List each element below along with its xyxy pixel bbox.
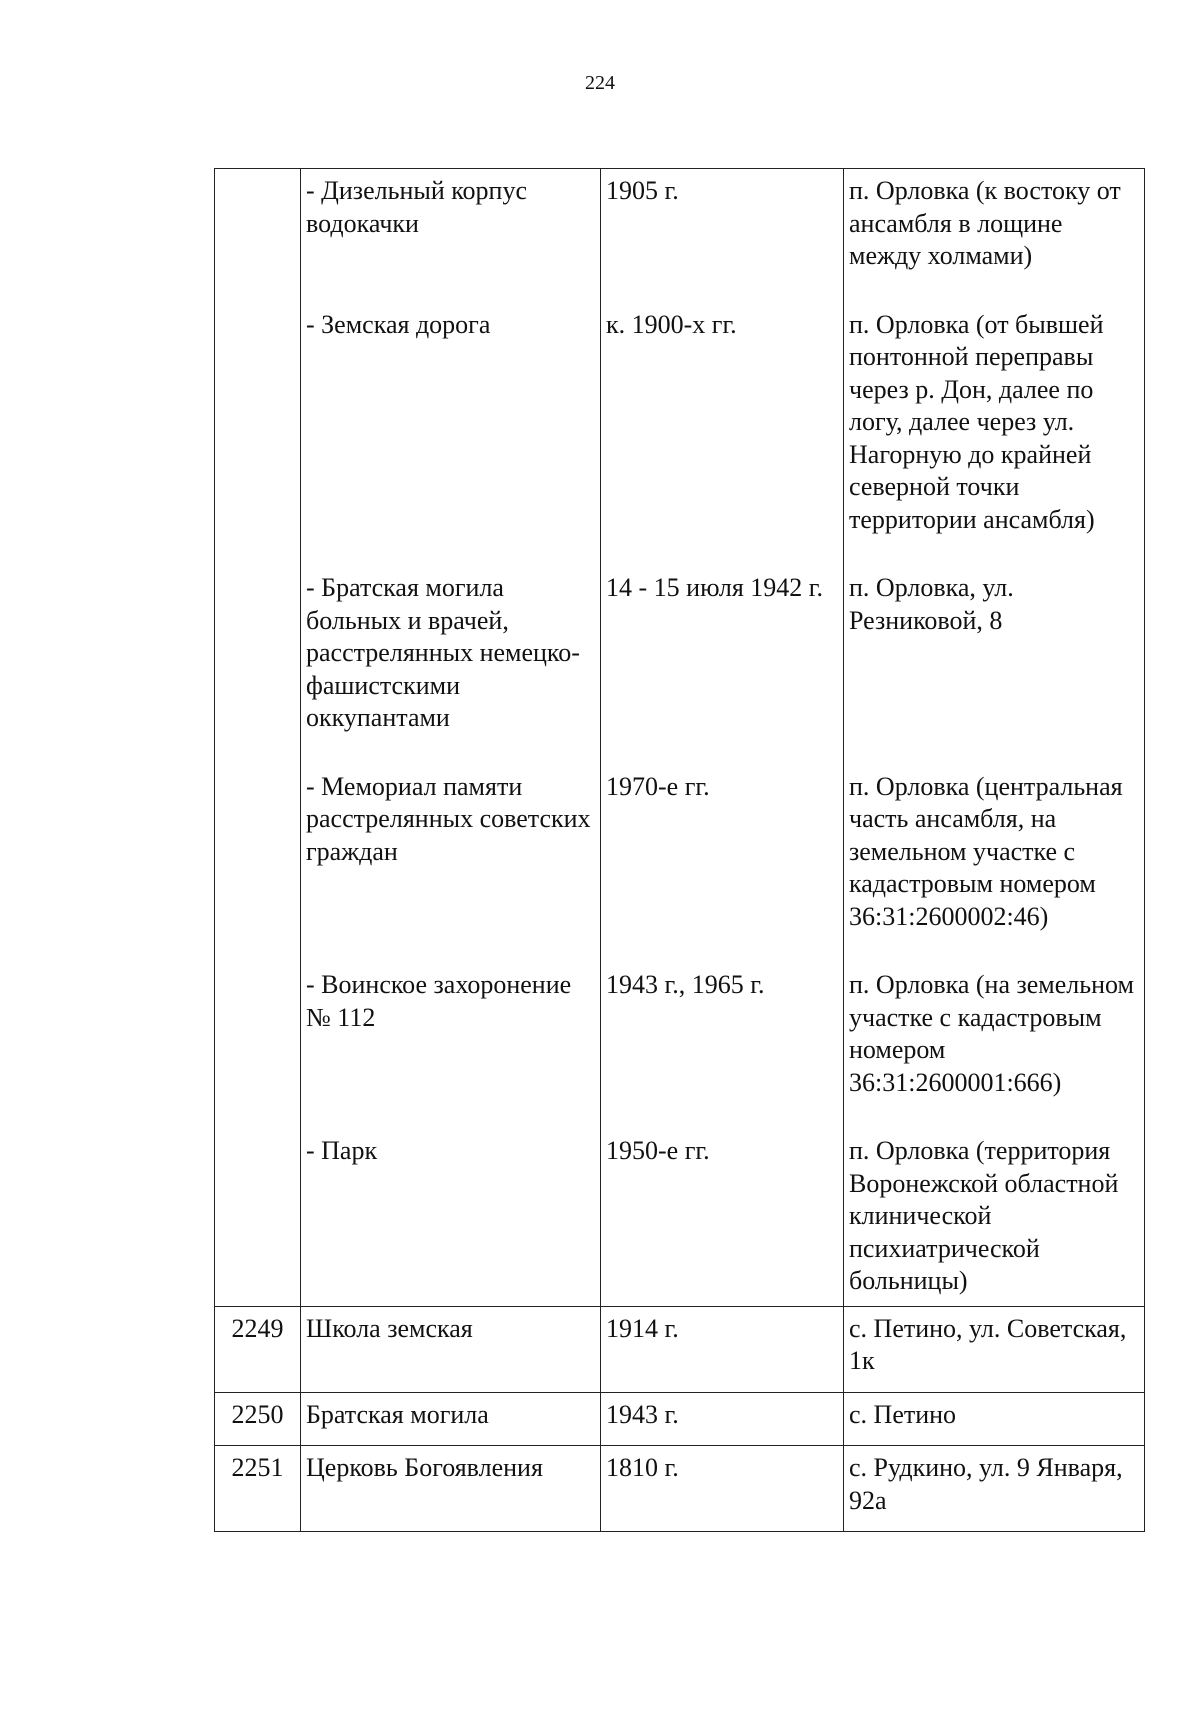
table-row xyxy=(215,566,1145,765)
date-cell: 14 - 15 июля 1942 г. xyxy=(601,566,844,765)
object-name-cell: - Парк xyxy=(301,1129,601,1306)
date-cell: 1950-е гг. xyxy=(601,1129,844,1306)
address-cell: п. Орловка, ул. Резниковой, 8 xyxy=(844,566,1145,765)
address-cell: п. Орловка (центральная часть ансамбля, на земельном участке с кадастровым номером 36:31:2600002:46) xyxy=(844,765,1145,964)
table-row xyxy=(215,1392,1145,1446)
table-row xyxy=(215,1129,1145,1306)
table-row xyxy=(215,1306,1145,1392)
object-name-cell: - Мемориал памяти расстрелянных советских граждан xyxy=(301,765,601,964)
object-name-cell: - Дизельный корпус водокачки xyxy=(301,169,601,303)
object-name-cell: - Воинское захоронение № 112 xyxy=(301,963,601,1129)
address-cell: п. Орловка (к востоку от ансамбля в лощине между холмами) xyxy=(844,169,1145,303)
object-name-cell: Братская могила xyxy=(301,1392,601,1446)
table-row xyxy=(215,765,1145,964)
date-cell: 1970-е гг. xyxy=(601,765,844,964)
page-number: 224 xyxy=(585,72,615,94)
table-row xyxy=(215,169,1145,303)
row-number-cell xyxy=(215,963,301,1129)
row-number-cell xyxy=(215,566,301,765)
address-cell: п. Орловка (от бывшей понтонной переправы через р. Дон, далее по логу, далее через ул. Нагорную до крайней северной точки территории ансамбля) xyxy=(844,303,1145,567)
address-cell: с. Петино, ул. Советская, 1к xyxy=(844,1306,1145,1392)
row-number-cell xyxy=(215,169,301,303)
date-cell: к. 1900-х гг. xyxy=(601,303,844,567)
row-number-cell: 2251 xyxy=(215,1446,301,1532)
object-name-cell: Церковь Богоявления xyxy=(301,1446,601,1532)
row-number-cell xyxy=(215,1129,301,1306)
row-number-cell: 2249 xyxy=(215,1306,301,1392)
address-cell: с. Петино xyxy=(844,1392,1145,1446)
heritage-registry-table xyxy=(214,168,1145,1532)
date-cell: 1943 г., 1965 г. xyxy=(601,963,844,1129)
date-cell: 1905 г. xyxy=(601,169,844,303)
date-cell: 1810 г. xyxy=(601,1446,844,1532)
object-name-cell: - Земская дорога xyxy=(301,303,601,567)
address-cell: п. Орловка (территория Воронежской областной клинической психиатрической больницы) xyxy=(844,1129,1145,1306)
date-cell: 1943 г. xyxy=(601,1392,844,1446)
table-row xyxy=(215,1446,1145,1532)
object-name-cell: Школа земская xyxy=(301,1306,601,1392)
row-number-cell: 2250 xyxy=(215,1392,301,1446)
address-cell: с. Рудкино, ул. 9 Января, 92а xyxy=(844,1446,1145,1532)
address-cell: п. Орловка (на земельном участке с кадастровым номером 36:31:2600001:666) xyxy=(844,963,1145,1129)
object-name-cell: - Братская могила больных и врачей, расстрелянных немецко-фашистскими оккупантами xyxy=(301,566,601,765)
row-number-cell xyxy=(215,765,301,964)
row-number-cell xyxy=(215,303,301,567)
table-row xyxy=(215,963,1145,1129)
table-row xyxy=(215,303,1145,567)
date-cell: 1914 г. xyxy=(601,1306,844,1392)
